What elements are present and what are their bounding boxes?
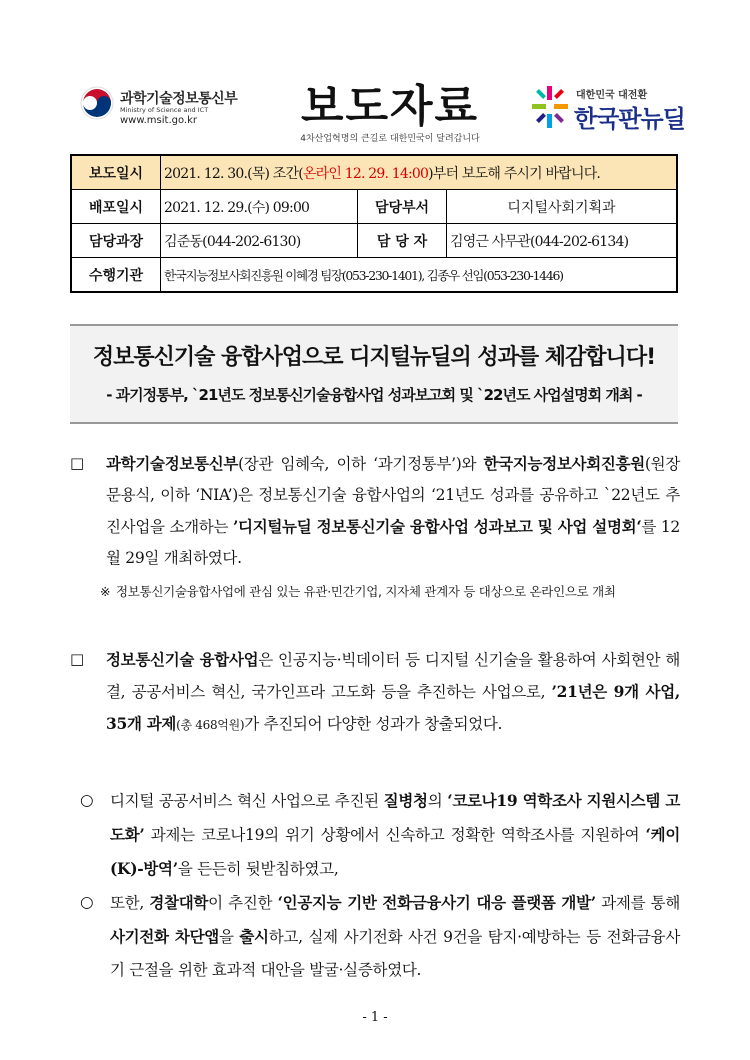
p1-text-2: (원장 문용식, 이하 ‘NIA’)은 정보통신기술 융합사업의 ‘21년도 성과를 공유하고 `22년도 추진사업을 소개하는 xyxy=(106,455,680,536)
p1-bold-3: ’디지털뉴딜 정보통신기술 융합사업 성과보고 및 사업 설명회‘ xyxy=(232,517,642,536)
sub-paragraph-1-text xyxy=(110,784,680,886)
manager-row xyxy=(71,224,677,258)
release-value-online: 온라인 12. 29. 14:00 xyxy=(302,165,429,182)
manager-label: 담당과장 xyxy=(71,224,161,258)
paragraph-1-text xyxy=(106,448,680,574)
dept-label: 담당부서 xyxy=(358,190,447,224)
s2-text-2: 이 추진한 xyxy=(208,894,278,912)
paragraph-1 xyxy=(70,448,680,574)
headline-sub: - 과기정통부, `21년도 정보통신기술융합사업 성과보고회 및 `22년도 사업설명회 개최 - xyxy=(106,386,642,404)
s1-bold-3: ‘케이(K)-방역’ xyxy=(110,825,680,878)
s2-bold-2: ‘인공지능 기반 전화금융사기 대응 플랫폼 개발’ xyxy=(277,893,596,912)
manager-value: 김준동(044-202-6130) xyxy=(161,224,358,258)
p2-text-2: (총 468억원) xyxy=(176,718,245,732)
document-header xyxy=(0,0,750,150)
distribute-row xyxy=(71,190,677,224)
taegeuk-emblem-icon xyxy=(80,86,114,120)
dept-value: 디지털사회기획과 xyxy=(447,190,678,224)
sub-paragraph-1 xyxy=(80,784,680,886)
release-row xyxy=(71,155,677,190)
agency-row xyxy=(71,258,677,293)
p2-bold-1: 정보통신기술 융합사업 xyxy=(106,650,259,669)
ministry-logo xyxy=(80,86,280,130)
release-value xyxy=(161,155,678,190)
s2-text-5: 하고, 실제 사기전화 사건 9건을 탐지·예방하는 등 전화금융사기 근절을 위한 효과적 대안을 발굴·실증하였다. xyxy=(110,928,680,979)
ministry-english-name: Ministry of Science and ICT xyxy=(120,106,209,114)
paragraph-2 xyxy=(70,644,680,741)
staff-value: 김영근 사무관(044-202-6134) xyxy=(447,224,678,258)
agency-value: 한국지능정보사회진흥원 이혜경 팀장(053-230-1401), 김종우 선임(053-230-1446) xyxy=(161,258,678,293)
new-deal-subtitle: 대한민국 대전환 xyxy=(576,90,648,101)
square-bullet: □ xyxy=(70,650,84,668)
s1-text-4: 을 든든히 뒷받침하였고, xyxy=(177,860,339,878)
distribute-value: 2021. 12. 29.(수) 09:00 xyxy=(161,190,358,224)
release-label: 보도일시 xyxy=(71,155,161,190)
release-value-b: )부터 보도해 주시기 바랍니다. xyxy=(428,165,601,182)
press-info-table xyxy=(70,154,678,293)
square-bullet: □ xyxy=(70,454,84,472)
paragraph-2-text xyxy=(106,644,680,741)
sub-paragraph-2 xyxy=(80,886,680,987)
staff-label: 담 당 자 xyxy=(358,224,447,258)
sub-paragraph-2-text xyxy=(110,886,680,987)
ministry-name: 과학기술정보통신부 xyxy=(120,91,238,107)
p2-bold-2: ’21년은 9개 사업, 35개 과제 xyxy=(106,682,680,733)
page-title: 보도자료 xyxy=(300,81,479,132)
release-value-a: 2021. 12. 30.(목) 조간( xyxy=(164,165,303,182)
ministry-url: www.msit.go.kr xyxy=(120,115,197,126)
p2-text-1: 은 인공지능·빅데이터 등 디지털 신기술을 활용하여 사회현안 해결, 공공서비스 혁신, 국가인프라 고도화 등을 추진하는 사업으로, xyxy=(106,651,680,701)
distribute-label: 배포일시 xyxy=(71,190,161,224)
note xyxy=(100,578,680,606)
p1-text-1: (장관 임혜숙, 이하 ‘과기정통부’)와 xyxy=(238,455,484,473)
s1-bold-2: ‘코로나19 역학조사 지원시스템 고도화’ xyxy=(110,791,680,844)
s2-bold-3: 사기전화 차단앱 xyxy=(110,927,219,946)
s1-text-3: 과제는 코로나19의 위기 상황에서 신속하고 정확한 역학조사를 지원하여 xyxy=(144,826,646,844)
slogan: 4차산업혁명의 큰길로 대한민국이 달려갑니다 xyxy=(300,134,480,144)
new-deal-burst-icon xyxy=(530,84,570,130)
korean-new-deal-logo xyxy=(530,84,690,134)
s2-bold-1: 경찰대학 xyxy=(149,893,209,912)
p1-bold-1: 과학기술정보통신부 xyxy=(106,454,239,473)
s1-text-1: 디지털 공공서비스 혁신 사업으로 추진된 xyxy=(110,792,384,810)
s2-text-3: 과제를 통해 xyxy=(595,894,681,912)
note-text: 정보통신기술융합사업에 관심 있는 유관·민간기업, 지자체 관계자 등 대상으로 온라인으로 개최 xyxy=(116,584,616,599)
s1-text-2: 의 xyxy=(427,792,448,810)
note-marker: ※ xyxy=(100,584,111,599)
s2-bold-4: 출시 xyxy=(239,927,269,946)
headline-box xyxy=(70,324,678,424)
circle-bullet: ○ xyxy=(80,893,94,911)
s2-text-4: 을 xyxy=(218,928,240,946)
p1-bold-2: 한국지능정보사회진흥원 xyxy=(483,454,645,473)
agency-label: 수행기관 xyxy=(71,258,161,293)
s2-text-1: 또한, xyxy=(110,894,150,912)
p2-text-3: 가 추진되어 다양한 성과가 창출되었다. xyxy=(244,715,503,733)
new-deal-title: 한국판뉴딜 xyxy=(574,105,685,133)
s1-bold-1: 질병청 xyxy=(383,791,428,810)
headline-main: 정보통신기술 융합사업으로 디지털뉴딜의 성과를 체감합니다! xyxy=(92,345,656,370)
page-number: - 1 - xyxy=(362,1010,388,1025)
circle-bullet: ○ xyxy=(80,791,94,809)
p1-text-3: 를 12월 29일 개최하였다. xyxy=(106,518,680,567)
